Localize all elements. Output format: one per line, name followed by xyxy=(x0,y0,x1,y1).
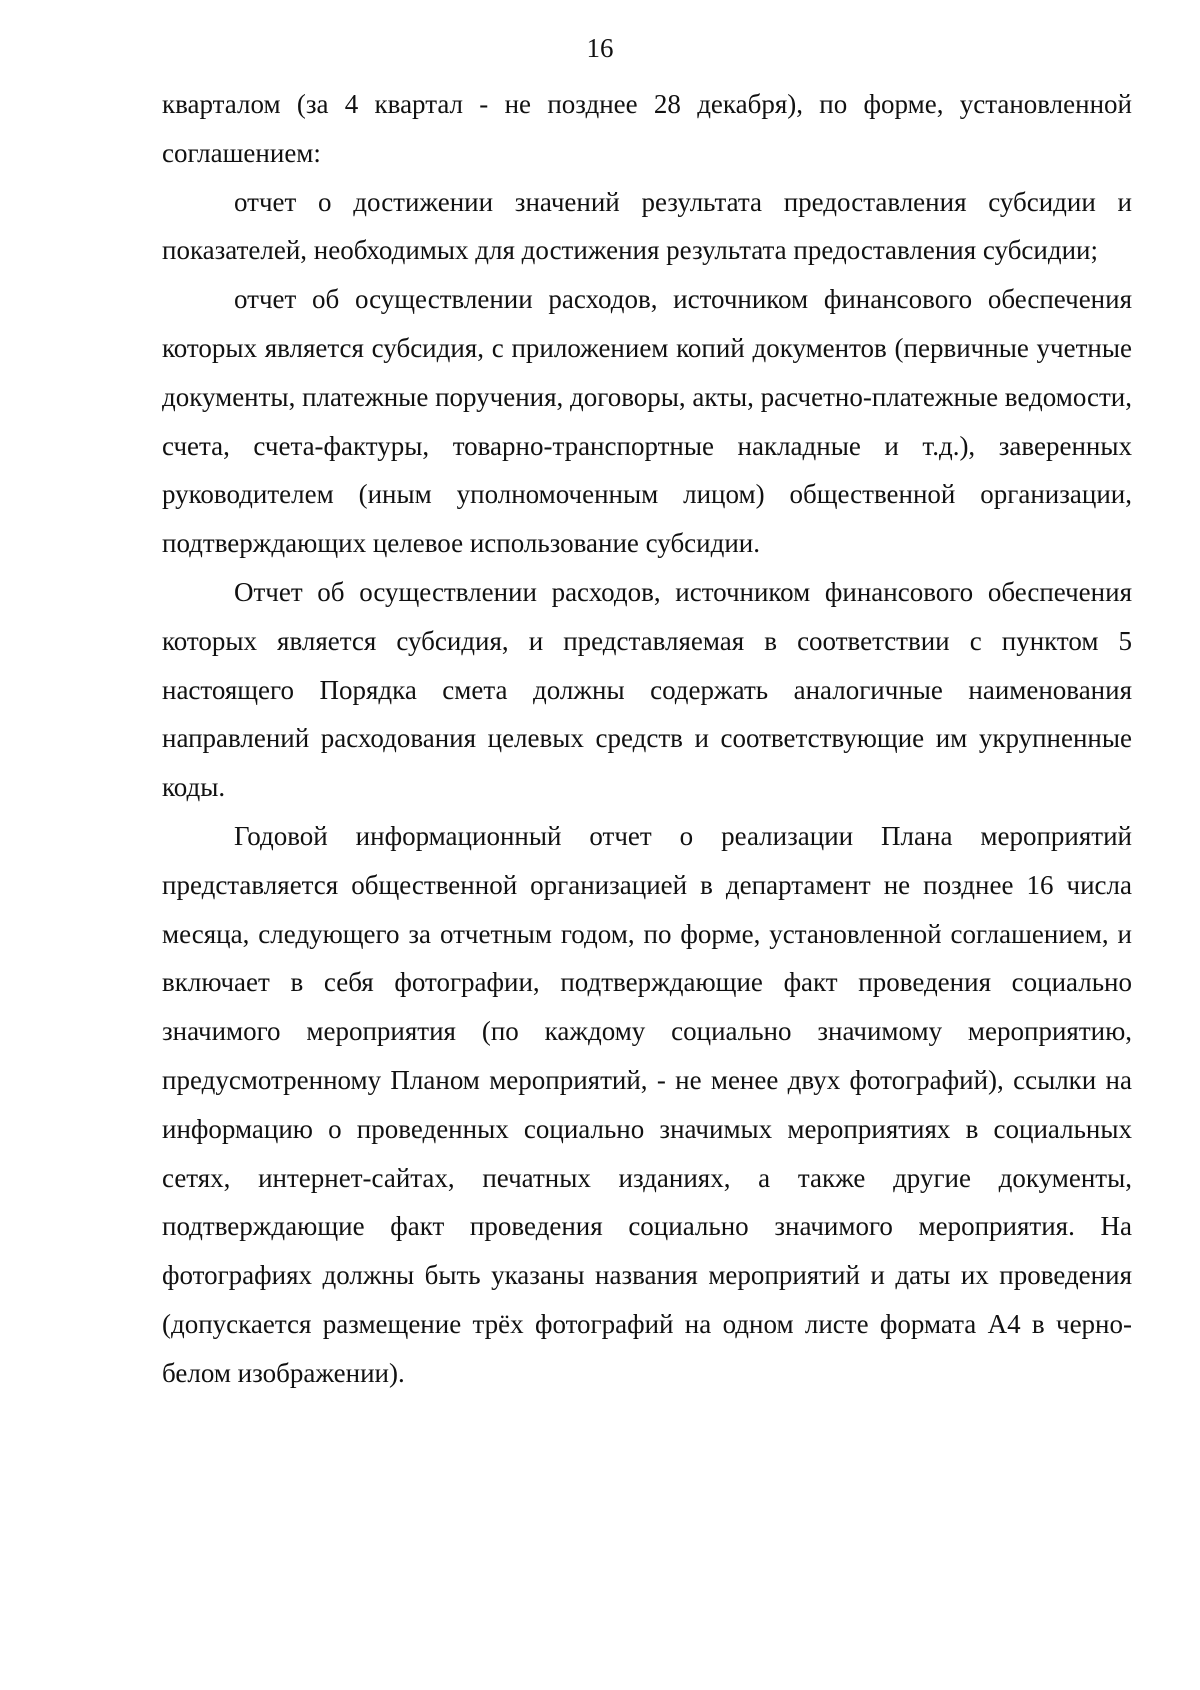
paragraph-report-results: отчет о достижении значений результата предоставления субсидии и показателей, необходимых для достижения результата предоставления субсидии; xyxy=(162,186,1132,266)
paragraph-continuation: кварталом (за 4 квартал - не позднее 28 декабря), по форме, установленной соглашением: xyxy=(162,89,1132,168)
page-number: 16 xyxy=(586,33,614,63)
document-body xyxy=(162,80,1132,1398)
paragraph-annual-report: Годовой информационный отчет о реализации Плана мероприятий представляется общественной организацией в департамент не позднее 16 числа месяца, следующего за отчетным годом, по форме, установленной соглашением, и включает в себя фотографии, подтверждающие факт проведения социально значимого мероприятия (по каждому социально значимому мероприятию, предусмотренному Планом мероприятий, - не менее двух фотографий), ссылки на информацию о проведенных социально значимых мероприятиях в социальных сетях, интернет-сайтах, печатных изданиях, а также другие документы, подтверждающие факт проведения социально значимого мероприятия. На фотографиях должны быть указаны названия мероприятий и даты их проведения (допускается размещение трёх фотографий на одном листе формата А4 в черно-белом изображении). xyxy=(162,820,1132,1388)
paragraph-expense-estimate: Отчет об осуществлении расходов, источником финансового обеспечения которых является субсидия, и представляемая в соответствии с пунктом 5 настоящего Порядка смета должны содержать аналогичные наименования направлений расходования целевых средств и соответствующие им укрупненные коды. xyxy=(162,576,1132,803)
paragraph-report-expenses: отчет об осуществлении расходов, источником финансового обеспечения которых является субсидия, с приложением копий документов (первичные учетные документы, платежные поручения, договоры, акты, расчетно-платежные ведомости, счета, счета-фактуры, товарно-транспортные накладные и т.д.), заверенных руководителем (иным уполномоченным лицом) общественной организации, подтверждающих целевое использование субсидии. xyxy=(162,284,1132,559)
